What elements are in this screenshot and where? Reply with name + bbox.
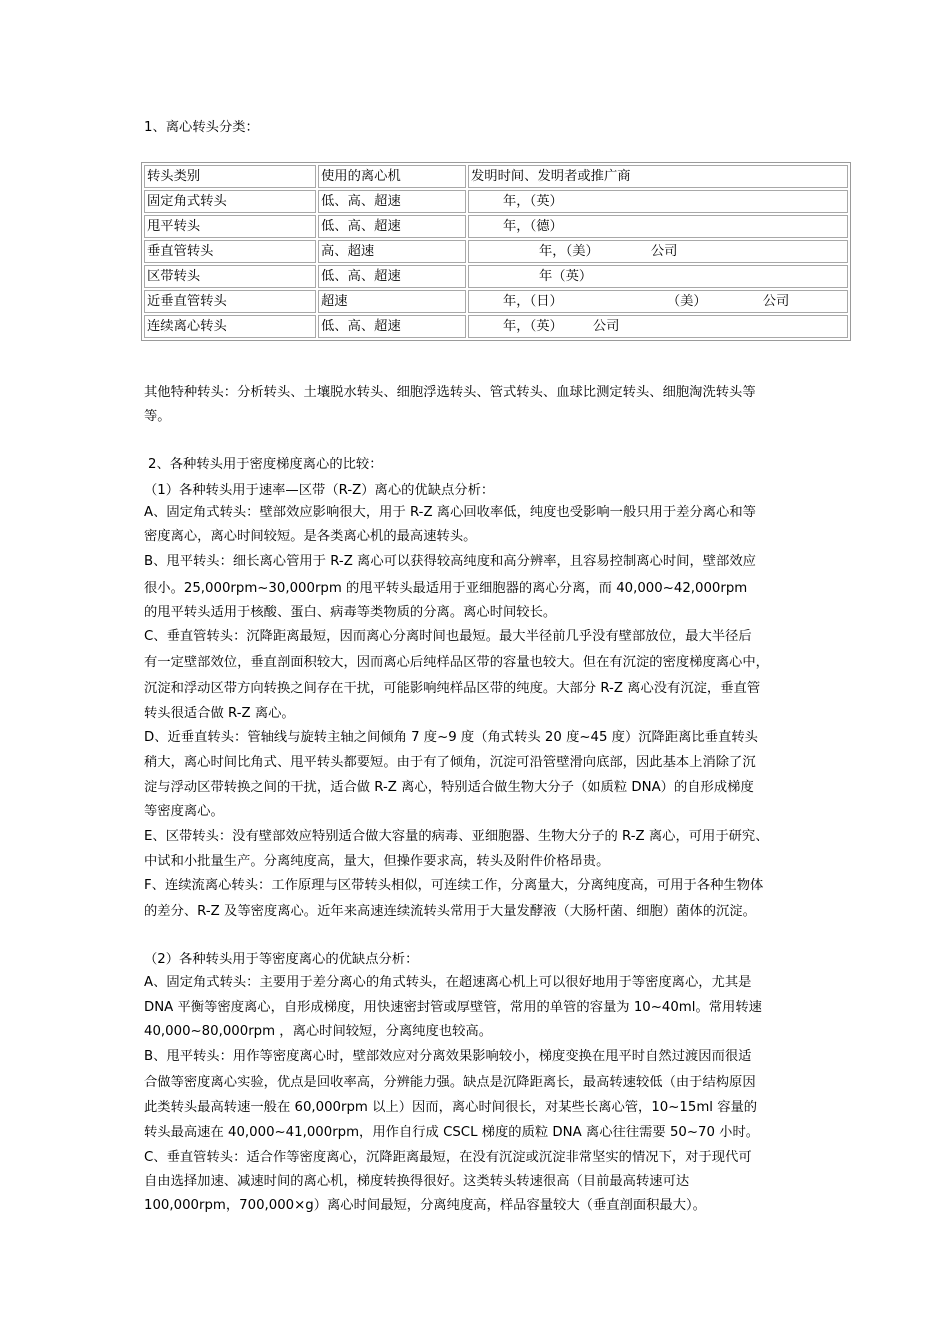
- inventor-text: 年（英）: [539, 268, 593, 284]
- paragraph-line: 沉淀和浮动区带方向转换之间存在干扰，可能影响纯样品区带的纯度。大部分 R-Z 离心没有沉淀，垂直管: [144, 681, 761, 696]
- rotor-type-cell: 固定角式转头: [144, 190, 316, 213]
- paragraph-line: 的差分、R-Z 及等密度离心。近年来高速连续流转头常用于大量发酵液（大肠杆菌、细胞）菌体的沉淀。: [144, 904, 756, 919]
- other-rotors-text: 其他特种转头：分析转头、土壤脱水转头、细胞浮选转头、管式转头、血球比测定转头、细胞淘洗转头等: [144, 385, 756, 400]
- inventor-text: 年，（英）: [503, 318, 563, 334]
- paragraph-line: 稍大，离心时间比角式、甩平转头都要短。由于有了倾角，沉淀可沿管壁滑向底部，因此基本上消除了沉: [144, 755, 756, 770]
- paragraph-line: D、近垂直转头：管轴线与旋转主轴之间倾角 7 度~9 度（角式转头 20 度~45 度）沉降距离比垂直转头: [144, 730, 758, 745]
- subsection-2-title: （2）各种转头用于等密度离心的优缺点分析：: [144, 952, 419, 967]
- other-rotors-text: 等。: [144, 409, 171, 424]
- paragraph-line: 此类转头最高转速一般在 60,000rpm 以上）因而，离心时间很长，对某些长离心管，10~15ml 容量的: [144, 1100, 758, 1115]
- paragraph-line: 淀与浮动区带转换之间的干扰，适合做 R-Z 离心，特别适合做生物大分子（如质粒 DNA）的自形成梯度: [144, 780, 754, 795]
- paragraph-line: B、甩平转头：用作等密度离心时，壁部效应对分离效果影响较小，梯度变换在甩平时自然过渡因而很适: [144, 1049, 752, 1064]
- paragraph-line: 40,000~80,000rpm ，离心时间较短，分离纯度也较高。: [144, 1024, 493, 1039]
- centrifuge-cell: 低、高、超速: [318, 190, 466, 213]
- paragraph-line: E、区带转头：没有壁部效应特别适合做大容量的病毒、亚细胞器、生物大分子的 R-Z 离心，可用于研究、: [144, 829, 769, 844]
- paragraph-line: 自由选择加速、减速时间的离心机，梯度转换得很好。这类转头转速很高（目前最高转速可达: [144, 1174, 690, 1189]
- table-header-row: [144, 165, 848, 188]
- header-inventor: 发明时间、发明者或推广商: [468, 165, 848, 188]
- inventor-company: 公司: [762, 293, 790, 309]
- inventor-country: （美）: [666, 293, 707, 309]
- rotor-type-cell: 垂直管转头: [144, 240, 316, 263]
- paragraph-line: A、固定角式转头：主要用于差分离心的角式转头，在超速离心机上可以很好地用于等密度离心，尤其是: [144, 975, 752, 990]
- paragraph-line: 很小。25,000rpm~30,000rpm 的甩平转头最适用于亚细胞器的离心分离，而 40,000~42,000rpm: [144, 581, 748, 596]
- inventor-company: 公司: [650, 243, 678, 259]
- header-rotor-type: 转头类别: [144, 165, 316, 188]
- paragraph-line: A、固定角式转头：壁部效应影响很大，用于 R-Z 离心回收率低，纯度也受影响一般只用于差分离心和等: [144, 505, 756, 520]
- inventor-text: 年，（英）: [503, 193, 563, 209]
- inventor-text: 年，（美）: [539, 243, 599, 259]
- header-centrifuge: 使用的离心机: [318, 165, 466, 188]
- table-row: [144, 290, 848, 313]
- inventor-cell: [468, 315, 848, 338]
- inventor-company: 公司: [592, 318, 620, 334]
- paragraph-line: 等密度离心。: [144, 804, 224, 819]
- rotor-type-cell: 连续离心转头: [144, 315, 316, 338]
- paragraph-line: 的甩平转头适用于核酸、蛋白、病毒等类物质的分离。离心时间较长。: [144, 605, 557, 620]
- rotor-type-cell: 近垂直管转头: [144, 290, 316, 313]
- subsection-1-title: （1）各种转头用于速率—区带（R-Z）离心的优缺点分析：: [144, 483, 495, 498]
- inventor-text: 年，（日）: [503, 293, 563, 309]
- inventor-cell: [468, 215, 848, 238]
- section-2-heading: 2、各种转头用于密度梯度离心的比较：: [148, 457, 383, 472]
- paragraph-line: 转头很适合做 R-Z 离心。: [144, 706, 295, 721]
- table-row: [144, 315, 848, 338]
- paragraph-line: 转头最高速在 40,000~41,000rpm，用作自行成 CSCL 梯度的质粒 DNA 离心往往需要 50~70 小时。: [144, 1125, 760, 1140]
- paragraph-line: DNA 平衡等密度离心，自形成梯度，用快速密封管或厚壁管，常用的单管的容量为 10~40ml。常用转速: [144, 1000, 762, 1015]
- inventor-cell: [468, 290, 848, 313]
- paragraph-line: 100,000rpm，700,000×g）离心时间最短，分离纯度高，样品容量较大（垂直剖面积最大）。: [144, 1198, 706, 1213]
- centrifuge-cell: 低、高、超速: [318, 315, 466, 338]
- paragraph-line: 中试和小批量生产。分离纯度高，量大，但操作要求高，转头及附件价格昂贵。: [144, 854, 610, 869]
- paragraph-line: B、甩平转头：细长离心管用于 R-Z 离心可以获得较高纯度和高分辨率，且容易控制离心时间，壁部效应: [144, 554, 756, 569]
- rotor-type-cell: 区带转头: [144, 265, 316, 288]
- inventor-cell: [468, 240, 848, 263]
- table-row: [144, 190, 848, 213]
- section-1-heading: 1、离心转头分类：: [144, 120, 259, 135]
- table-row: [144, 265, 848, 288]
- centrifuge-cell: 低、高、超速: [318, 215, 466, 238]
- table-row: [144, 240, 848, 263]
- paragraph-line: 密度离心，离心时间较短。是各类离心机的最高速转头。: [144, 529, 477, 544]
- rotor-type-cell: 甩平转头: [144, 215, 316, 238]
- paragraph-line: C、垂直管转头：适合作等密度离心，沉降距离最短，在没有沉淀或沉淀非常坚实的情况下，对于现代可: [144, 1150, 752, 1165]
- inventor-text: 年，（德）: [503, 218, 563, 234]
- inventor-cell: [468, 190, 848, 213]
- paragraph-line: 合做等密度离心实验，优点是回收率高，分辨能力强。缺点是沉降距离长，最高转速较低（由于结构原因: [144, 1075, 756, 1090]
- paragraph-line: F、连续流离心转头：工作原理与区带转头相似，可连续工作，分离量大，分离纯度高，可用于各种生物体: [144, 878, 764, 893]
- centrifuge-cell: 超速: [318, 290, 466, 313]
- paragraph-line: 有一定壁部效位，垂直剖面积较大，因而离心后纯样品区带的容量也较大。但在有沉淀的密度梯度离心中，: [144, 655, 769, 670]
- table-row: [144, 215, 848, 238]
- inventor-cell: [468, 265, 848, 288]
- rotor-classification-table: [141, 162, 851, 341]
- paragraph-line: C、垂直管转头：沉降距离最短，因而离心分离时间也最短。最大半径前几乎没有壁部放位，最大半径后: [144, 629, 752, 644]
- centrifuge-cell: 高、超速: [318, 240, 466, 263]
- centrifuge-cell: 低、高、超速: [318, 265, 466, 288]
